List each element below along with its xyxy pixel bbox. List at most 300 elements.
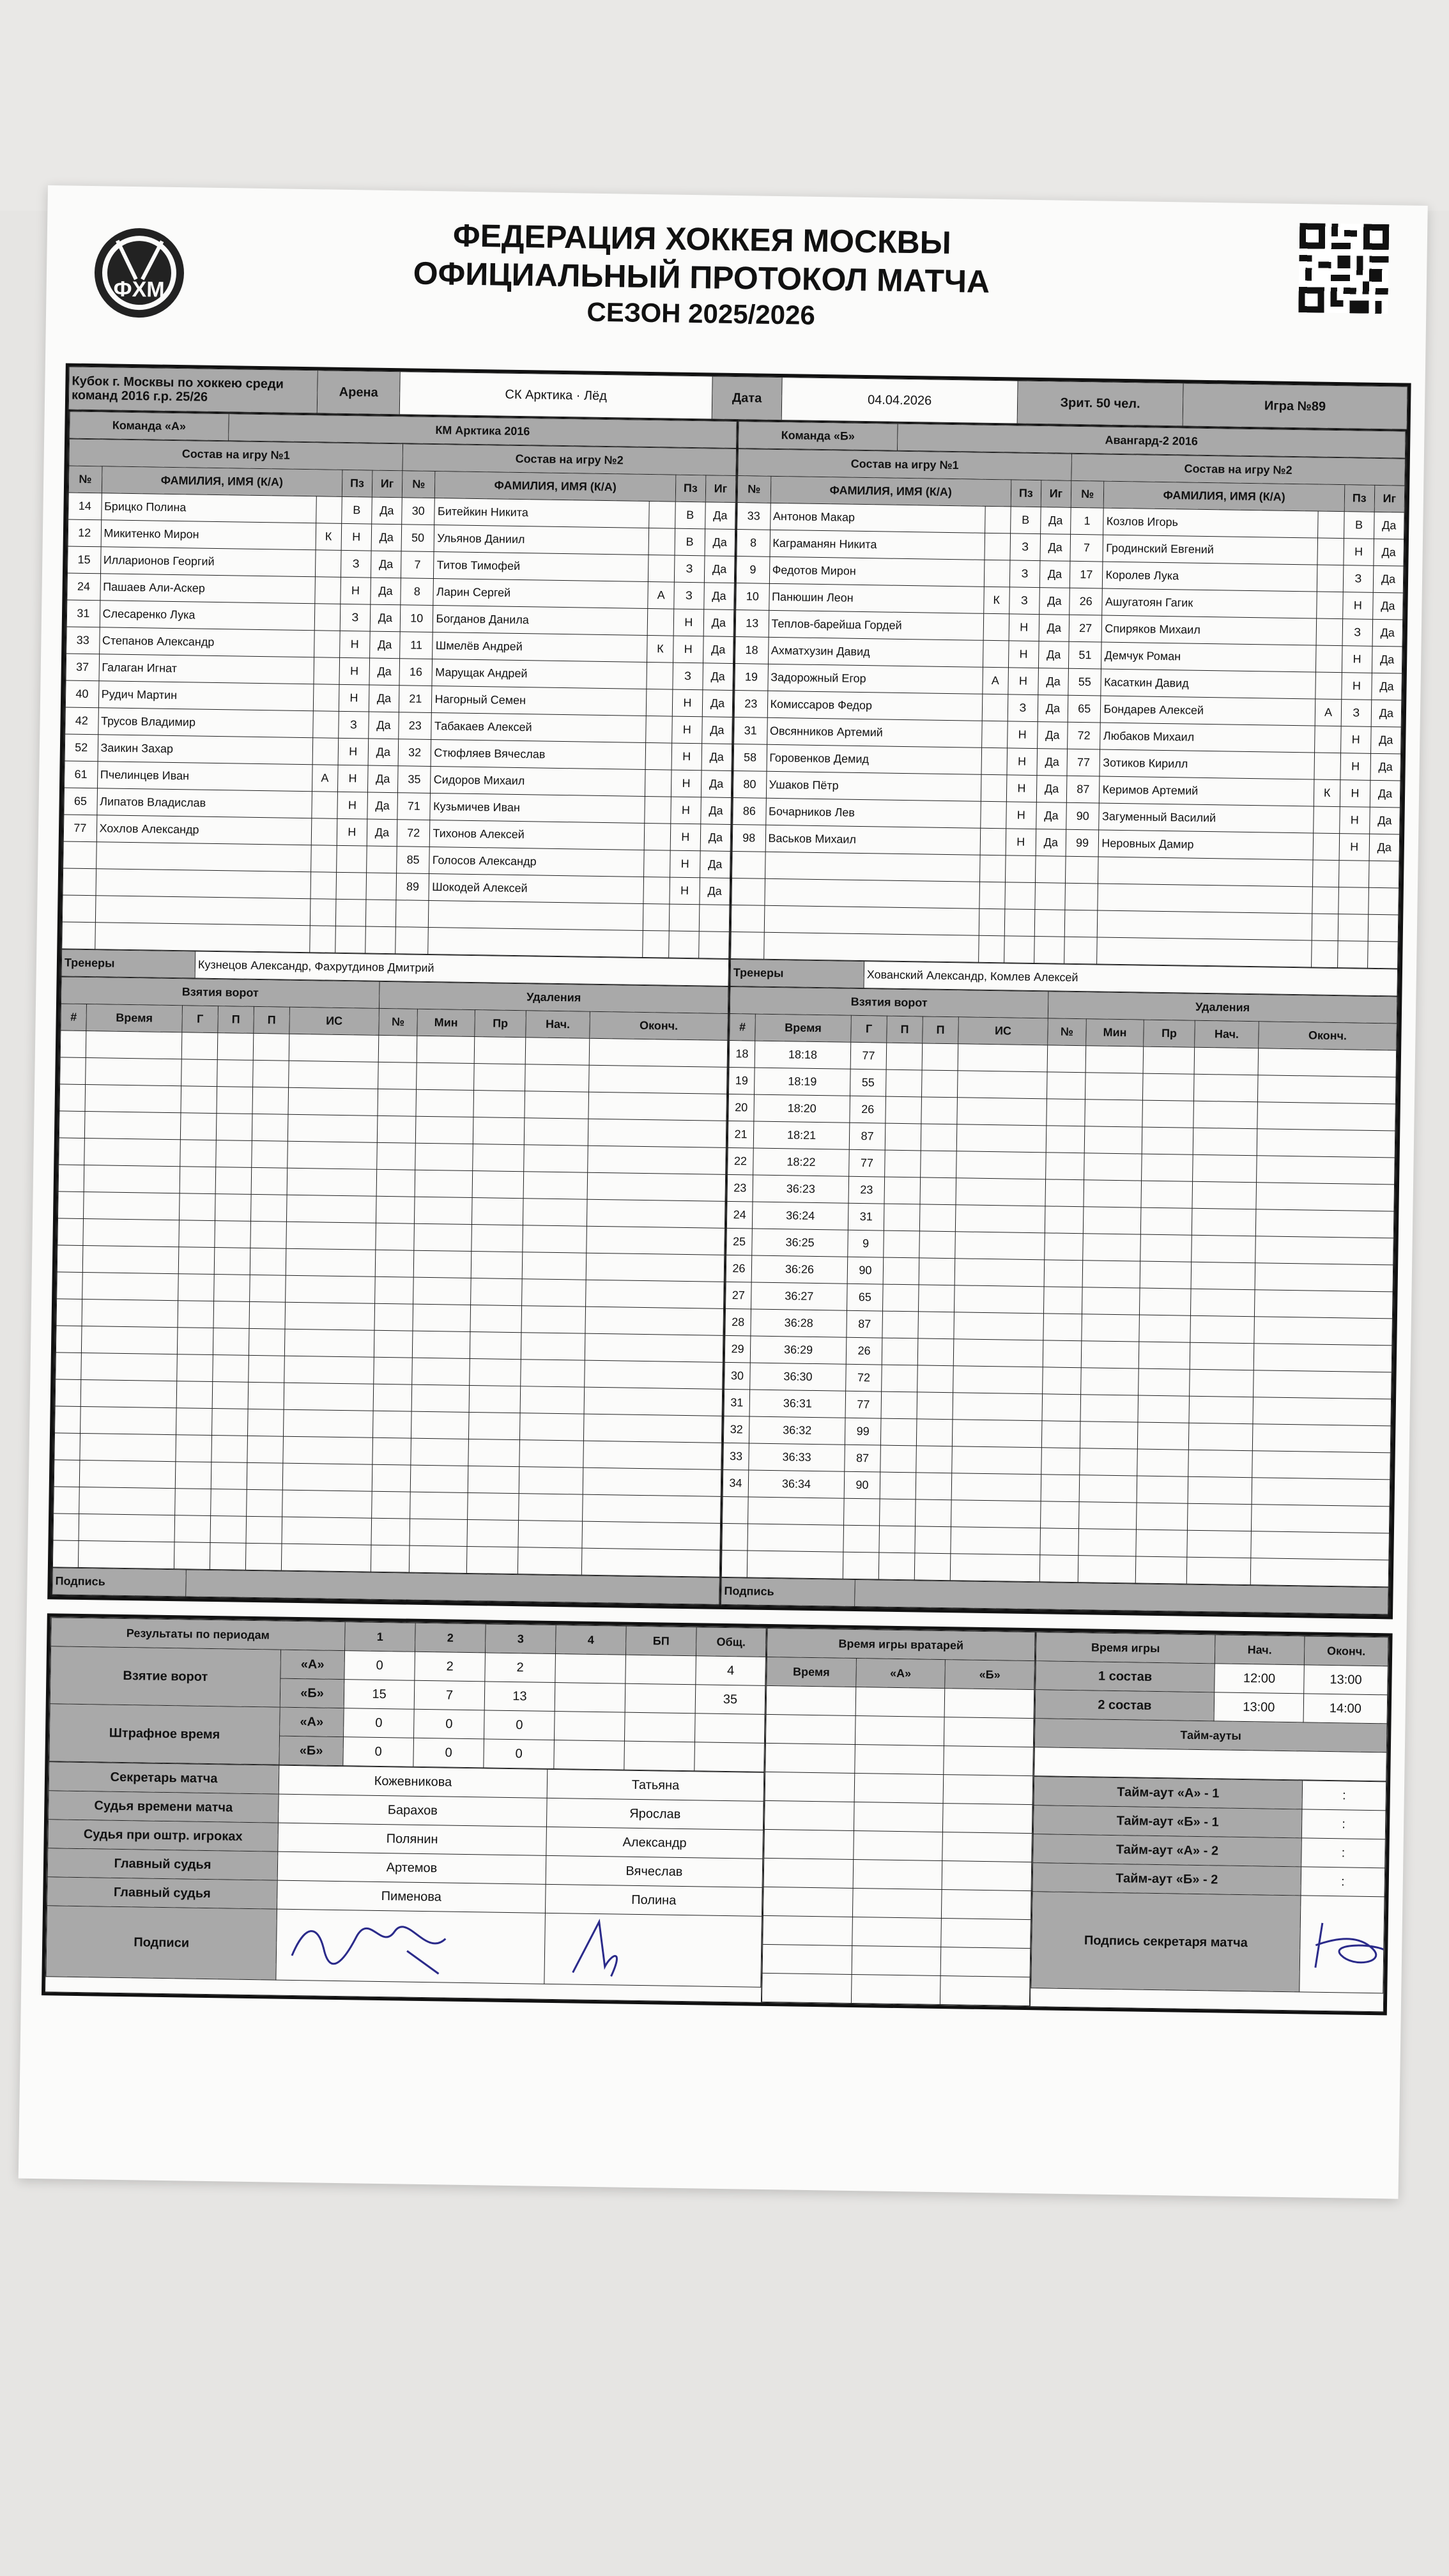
player-number: 50: [401, 525, 434, 552]
goal-assist-2: [919, 1231, 956, 1259]
player-position: [669, 904, 700, 931]
goalie-time-cell: [765, 1743, 855, 1773]
goal-assist-2: [918, 1285, 954, 1312]
goal-assist-1: [885, 1150, 921, 1177]
penalty-reason: [1139, 1315, 1191, 1342]
player-position: Н: [1009, 614, 1039, 641]
penalty-end: [584, 1387, 723, 1416]
player-position: [1338, 887, 1369, 915]
tournament-name: Кубок г. Москвы по хоккею среди команд 2016 г.р. 25/26: [68, 367, 318, 413]
goal-assist-2: [916, 1473, 952, 1500]
player-played: [365, 926, 396, 954]
penalty-end: [589, 1038, 728, 1067]
player-role: [315, 550, 341, 578]
pen-col-start: Нач.: [1195, 1020, 1259, 1048]
goal-assist-2: [917, 1392, 953, 1420]
goal-number: 32: [723, 1416, 749, 1443]
player-role: А: [312, 765, 338, 792]
player-number: 58: [733, 744, 767, 772]
player-number: [731, 931, 764, 959]
goal-number: [52, 1540, 79, 1568]
goal-assist-2: [247, 1436, 284, 1463]
player-name: [429, 900, 644, 930]
player-played: Да: [372, 497, 402, 525]
goal-situation: [282, 1463, 372, 1491]
goalie-time-row: [763, 1887, 1031, 1919]
player-position: Н: [671, 716, 702, 744]
goal-time: [78, 1540, 174, 1568]
penalty-minutes: [1078, 1529, 1137, 1556]
player-number: 33: [66, 627, 100, 654]
player-name: Васьков Михаил: [765, 825, 981, 855]
period-value: 35: [695, 1685, 765, 1715]
player-name: Титов Тимофей: [434, 552, 649, 582]
player-name: Касаткин Давид: [1101, 669, 1316, 699]
game-time-row: [1036, 1661, 1388, 1695]
goal-scorer: 90: [844, 1471, 880, 1499]
goal-time: [80, 1433, 176, 1461]
player-role: [647, 662, 673, 689]
goal-scorer: [178, 1301, 214, 1328]
game-number: Игра №89: [1183, 383, 1407, 429]
player-number: 8: [737, 530, 770, 557]
goal-assist-2: [921, 1151, 957, 1178]
penalty-reason: [470, 1305, 522, 1333]
player-position: Н: [670, 850, 700, 878]
penalty-player: [1047, 1045, 1086, 1073]
player-position: В: [1010, 507, 1041, 534]
penalty-end: [1252, 1451, 1391, 1480]
player-name: Заикин Захар: [98, 735, 313, 765]
penalty-player: [375, 1276, 414, 1304]
penalty-reason: [474, 1064, 526, 1091]
penalty-start: [520, 1386, 585, 1414]
player-played: Да: [1372, 592, 1403, 620]
goal-col-g: Г: [851, 1015, 887, 1043]
player-name: Кузьмичев Иван: [430, 793, 645, 823]
player-position: Н: [672, 689, 703, 717]
goalie-time-cell: [941, 1919, 1031, 1949]
player-name: [1098, 857, 1314, 887]
player-role: [648, 555, 675, 583]
penalty-minutes: [412, 1331, 470, 1358]
player-played: Да: [705, 502, 735, 530]
goal-situation: [958, 1044, 1048, 1072]
goal-scorer: [175, 1489, 211, 1516]
official-role: Главный судья: [47, 1877, 278, 1909]
penalty-start: [1190, 1342, 1254, 1370]
player-number: [732, 878, 765, 906]
player-name: Неровных Дамир: [1099, 830, 1314, 860]
total-header: Общ.: [696, 1627, 766, 1657]
goal-assist-1: [881, 1392, 917, 1419]
goal-assist-2: [915, 1526, 951, 1554]
player-number: [62, 922, 95, 949]
player-name: Козлов Игорь: [1103, 508, 1319, 538]
goalie-time-title: Время игры вратарей: [767, 1628, 1035, 1660]
player-number: [731, 905, 764, 932]
penalties-title: Удаления: [1048, 992, 1397, 1023]
player-position: Н: [341, 577, 371, 604]
goalie-time-cell: [764, 1800, 854, 1830]
player-role: [978, 935, 1004, 963]
goalie-time-row: [765, 1714, 1034, 1747]
player-position: З: [1009, 587, 1040, 615]
goal-assist-1: [214, 1275, 250, 1302]
player-played: Да: [1369, 834, 1400, 861]
goalie-time-cell: [942, 1832, 1032, 1862]
goal-number: [58, 1165, 84, 1192]
goal-situation: [281, 1544, 371, 1572]
penalty-start: [524, 1118, 588, 1146]
penalty-end: [588, 1119, 726, 1147]
goal-number: [56, 1299, 82, 1326]
player-played: Да: [371, 524, 402, 551]
player-name: Керимов Артемий: [1100, 776, 1315, 806]
lineup-end: 13:00: [1304, 1665, 1388, 1695]
goal-situation: [956, 1178, 1046, 1206]
penalty-start: [1192, 1235, 1256, 1262]
penalty-start: [1188, 1476, 1252, 1504]
lineup-label: 2 состав: [1035, 1690, 1215, 1721]
player-played: [365, 900, 396, 927]
goal-time: 36:30: [750, 1363, 847, 1391]
goal-number: [54, 1487, 80, 1514]
arena-value: СК Арктика · Лёд: [399, 372, 712, 419]
player-name: Рудич Мартин: [98, 681, 314, 711]
player-position: Н: [1339, 807, 1370, 834]
player-position: Н: [1342, 673, 1372, 700]
timeout-label: Тайм-аут «А» - 1: [1034, 1777, 1303, 1809]
col-play: Иг: [705, 475, 736, 503]
goal-situation: [955, 1232, 1045, 1260]
timeout-row: [1033, 1834, 1386, 1868]
goal-number: [57, 1218, 84, 1246]
player-number: 31: [734, 717, 767, 745]
goalie-time-row: [765, 1743, 1034, 1775]
team-label: «А»: [280, 1650, 345, 1679]
player-played: Да: [1370, 753, 1401, 781]
goal-situation: [953, 1393, 1043, 1421]
player-number: [63, 841, 96, 869]
goal-number: 27: [726, 1282, 752, 1309]
player-name: Нагорный Семен: [432, 686, 647, 716]
penalty-start: [522, 1252, 586, 1280]
player-played: Да: [1373, 565, 1404, 593]
player-name: Шмелёв Андрей: [433, 632, 648, 663]
player-role: [647, 689, 673, 716]
player-role: [314, 604, 341, 631]
goalie-time-cell: [763, 1915, 852, 1945]
player-role: К: [647, 636, 673, 663]
goal-number: [57, 1272, 83, 1300]
player-name: Спиряков Михаил: [1102, 615, 1317, 645]
col-pos: Пз: [1344, 485, 1375, 512]
title-federation: ФЕДЕРАЦИЯ ХОККЕЯ МОСКВЫ: [452, 217, 952, 261]
player-played: Да: [703, 663, 733, 691]
goal-col-p1: П: [887, 1016, 923, 1043]
penalty-end: [587, 1172, 726, 1201]
penalty-end: [1251, 1505, 1390, 1533]
penalty-end: [585, 1360, 723, 1389]
goalie-time-cell: [853, 1830, 942, 1860]
goal-scorer: [181, 1032, 218, 1060]
player-played: Да: [371, 578, 401, 605]
game-time-start: Нач.: [1215, 1635, 1305, 1665]
player-number: [395, 900, 429, 928]
penalty-player: [1046, 1153, 1085, 1180]
goal-situation: [288, 1114, 378, 1142]
penalty-start: [1193, 1101, 1258, 1128]
goal-number: 26: [726, 1255, 752, 1282]
penalty-end: [586, 1199, 725, 1228]
goalie-time-cell: [855, 1687, 945, 1717]
player-position: Н: [671, 797, 702, 824]
player-name: Галаган Игнат: [99, 654, 314, 684]
goal-assist-2: [247, 1462, 283, 1490]
col-num: №: [737, 476, 770, 503]
goal-assist-1: [885, 1096, 922, 1124]
player-name: Шокодей Алексей: [429, 873, 644, 903]
timeouts-title: Тайм-ауты: [1034, 1719, 1387, 1752]
penalty-minutes: [417, 1036, 475, 1063]
penalty-player: [371, 1545, 410, 1572]
player-number: 51: [1068, 641, 1101, 669]
player-position: Н: [339, 657, 370, 685]
player-position: З: [340, 604, 371, 631]
player-number: 16: [399, 659, 433, 686]
pen-col-end: Оконч.: [1259, 1022, 1397, 1050]
team-label: «Б»: [280, 1678, 344, 1708]
goal-scorer: [181, 1086, 217, 1114]
goal-number: [60, 1057, 86, 1085]
penalty-player: [375, 1250, 414, 1277]
penalty-end: [583, 1414, 722, 1443]
goal-situation: [284, 1383, 374, 1411]
player-name: Пашаев Али-Аскер: [100, 574, 315, 604]
team-label: «А»: [280, 1707, 344, 1736]
goal-time: [82, 1272, 179, 1300]
goal-number: [59, 1138, 85, 1165]
penalty-reason: [1142, 1073, 1194, 1101]
player-role: [1312, 940, 1338, 968]
player-position: В: [342, 496, 372, 524]
goal-assist-1: [880, 1445, 917, 1473]
goal-situation: [284, 1329, 374, 1357]
player-role: [980, 801, 1006, 829]
officials-sign-label: Подписи: [46, 1906, 277, 1980]
player-role: [645, 796, 671, 824]
team-b-block: [720, 420, 1406, 1615]
player-number: 61: [65, 761, 98, 788]
goal-scorer: [179, 1220, 215, 1248]
penalty-player: [1045, 1233, 1084, 1261]
goal-time: 36:33: [749, 1443, 845, 1471]
penalty-reason: [471, 1198, 523, 1225]
penalty-minutes: [1084, 1126, 1142, 1154]
goal-scorer: 65: [847, 1284, 884, 1311]
player-number: 21: [399, 686, 432, 713]
player-name: Бочарников Лев: [765, 798, 981, 828]
penalty-reason: [470, 1358, 521, 1386]
player-played: [1035, 883, 1066, 910]
col-name: ФАМИЛИЯ, ИМЯ (К/А): [1104, 481, 1345, 512]
player-name: Микитенко Мирон: [101, 520, 316, 550]
player-role: [1314, 833, 1340, 861]
goal-scorer: 26: [850, 1096, 886, 1123]
goalie-time-cell: [855, 1716, 944, 1746]
player-role: [981, 774, 1007, 802]
goalie-col-time: Время: [767, 1657, 856, 1687]
goal-assist-1: [885, 1070, 922, 1097]
period-value: 0: [343, 1737, 414, 1767]
penalty-minutes: [1084, 1180, 1142, 1208]
goalie-time-cell: [854, 1774, 944, 1804]
penalty-end: [1255, 1209, 1394, 1238]
official-role: Судья при оштр. игроках: [48, 1820, 279, 1851]
player-played: Да: [369, 658, 400, 686]
timeout-row: [1033, 1805, 1386, 1839]
player-position: Н: [1008, 668, 1039, 695]
goal-situation: [952, 1420, 1042, 1448]
player-position: З: [1343, 565, 1374, 593]
penalty-player: [378, 1035, 417, 1062]
goal-situation: [953, 1339, 1043, 1367]
goal-number: 24: [726, 1201, 753, 1229]
official-surname: Барахов: [279, 1794, 548, 1827]
player-name: Марущак Андрей: [432, 659, 647, 689]
timeout-label: Тайм-аут «А» - 2: [1033, 1834, 1302, 1867]
goal-situation: [955, 1205, 1045, 1233]
penalty-row-label: Штрафное время: [49, 1704, 280, 1765]
penalty-reason: [1136, 1503, 1188, 1530]
player-position: Н: [337, 818, 367, 846]
penalty-start: [1187, 1503, 1252, 1531]
penalty-reason: [471, 1252, 523, 1279]
secretary-sign-label: Подпись секретаря матча: [1031, 1892, 1301, 1992]
player-position: Н: [671, 770, 702, 797]
official-role: Судья времени матча: [49, 1791, 279, 1823]
player-role: [982, 694, 1008, 721]
penalty-minutes: [413, 1250, 471, 1278]
goalie-time-cell: [943, 1804, 1032, 1834]
player-position: [335, 926, 366, 953]
player-position: З: [1341, 700, 1372, 727]
goal-time: [83, 1219, 180, 1247]
penalty-end: [1255, 1236, 1394, 1265]
goal-number: [722, 1523, 748, 1551]
penalty-start: [1186, 1557, 1251, 1584]
player-name: Липатов Владислав: [96, 788, 312, 818]
goal-number: [59, 1111, 85, 1138]
goalie-time-cell: [852, 1888, 942, 1918]
timeout-value: :: [1301, 1838, 1386, 1868]
player-role: [981, 721, 1008, 748]
player-role: [1317, 618, 1343, 646]
goal-number: 25: [726, 1228, 753, 1255]
date-label: Дата: [712, 376, 782, 420]
penalty-player: [1043, 1314, 1082, 1341]
goal-scorer: 90: [847, 1257, 884, 1284]
goal-assist-2: [918, 1312, 954, 1339]
penalty-minutes: [1082, 1314, 1140, 1342]
team-b-roster1-title: Состав на игру №1: [738, 449, 1072, 481]
col-pos: Пз: [342, 470, 372, 497]
player-position: Н: [1006, 829, 1036, 856]
penalty-reason: [473, 1144, 525, 1172]
goal-assist-1: [216, 1140, 252, 1168]
goal-situation: [287, 1168, 377, 1196]
goal-situation: [954, 1312, 1044, 1340]
penalty-player: [1045, 1179, 1084, 1207]
goal-assist-1: [211, 1462, 247, 1490]
player-number: 11: [400, 632, 433, 659]
goal-situation: [282, 1490, 372, 1518]
penalty-end: [1254, 1344, 1392, 1372]
player-played: Да: [1039, 561, 1070, 588]
team-b-events-table: [721, 986, 1398, 1587]
period-value: [555, 1683, 625, 1713]
player-position: [1005, 855, 1036, 883]
penalty-reason: [471, 1278, 523, 1306]
goalie-time-row: [765, 1772, 1033, 1804]
official-surname: Кожевникова: [279, 1765, 548, 1798]
penalty-player: [377, 1142, 416, 1170]
team-a-block: [51, 411, 737, 1606]
player-number: 99: [1066, 829, 1099, 857]
player-name: [764, 905, 979, 935]
player-number: 37: [66, 654, 99, 681]
player-played: Да: [1038, 641, 1069, 669]
penalty-start: [1193, 1074, 1258, 1101]
player-position: З: [674, 582, 705, 610]
goalie-time-cell: [851, 1974, 940, 2004]
player-played: Да: [700, 851, 730, 878]
goal-situation: [957, 1071, 1047, 1099]
goal-situation: [286, 1275, 376, 1303]
penalty-reason: [1138, 1342, 1190, 1369]
goal-col-time: Время: [86, 1004, 183, 1032]
penalty-player: [373, 1384, 412, 1411]
player-position: Н: [1006, 775, 1037, 802]
player-name: Стюфляев Вячеслав: [431, 739, 647, 769]
coaches-label: Тренеры: [730, 959, 864, 988]
penalty-reason: [466, 1546, 518, 1574]
player-role: [1314, 753, 1340, 780]
qr-code-icon: [1298, 223, 1389, 314]
period-value: [555, 1712, 625, 1742]
penalty-start: [1188, 1423, 1253, 1450]
goalie-time-cell: [765, 1772, 854, 1802]
penalty-end: [586, 1253, 724, 1282]
penalty-end: [1257, 1156, 1395, 1184]
goal-time: 18:22: [753, 1148, 850, 1176]
goal-time: [80, 1379, 177, 1407]
goal-assist-2: [251, 1167, 288, 1195]
penalty-minutes: [415, 1143, 473, 1170]
period-value: 15: [344, 1680, 415, 1710]
pen-col-reason: Пр: [1144, 1020, 1195, 1047]
player-played: [699, 905, 730, 932]
player-played: Да: [1036, 829, 1066, 857]
period-value: 13: [484, 1682, 555, 1712]
player-name: [763, 932, 979, 962]
penalty-player: [1039, 1555, 1078, 1583]
penalty-end: [581, 1548, 720, 1577]
player-position: Н: [1006, 802, 1037, 829]
player-played: Да: [704, 583, 735, 610]
col-num: №: [1071, 480, 1104, 508]
